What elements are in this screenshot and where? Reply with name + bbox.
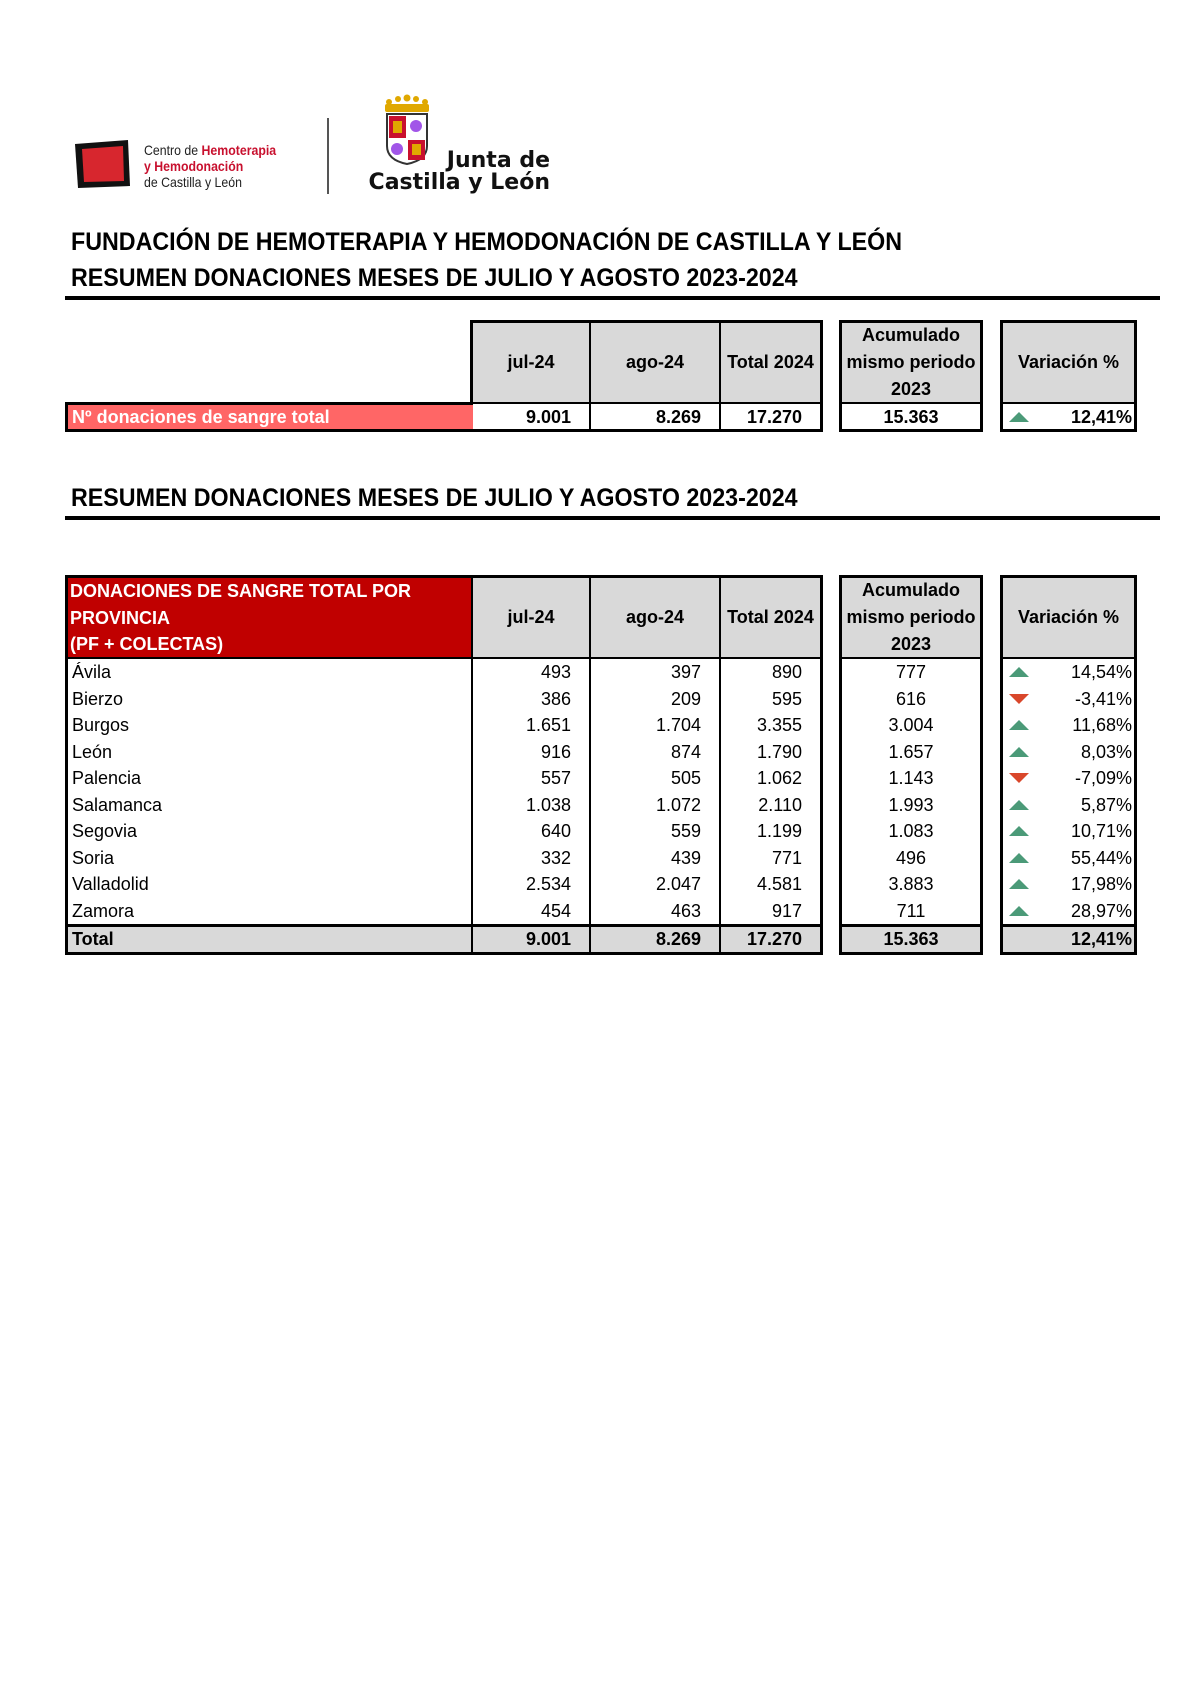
summary-header-var: Variación %	[1003, 323, 1134, 402]
province-ago-value: 1.072	[655, 794, 701, 815]
province-jul-value: 1.651	[525, 715, 571, 735]
trend-up-icon	[1009, 747, 1029, 757]
province-acum-value: 711	[896, 900, 926, 921]
summary-total-value: 17.270	[746, 407, 802, 427]
province-var-value: 11,68%	[1072, 715, 1132, 735]
province-total-value: 595	[771, 688, 802, 709]
province-var-value: 5,87%	[1080, 794, 1132, 815]
province-total-acum: 15.363	[842, 927, 980, 952]
province-name: Soria	[72, 847, 115, 868]
province-name: Ávila	[72, 662, 112, 682]
trend-up-icon	[1009, 667, 1029, 677]
province-acum-value: 3.883	[888, 874, 934, 894]
province-var-cell	[1003, 871, 1134, 898]
province-total-value: 1.199	[756, 821, 802, 841]
province-var-value: -3,41%	[1074, 688, 1132, 709]
province-ago-value: 397	[670, 662, 701, 682]
province-jul-value: 557	[540, 768, 571, 788]
trend-up-icon	[1009, 720, 1029, 730]
summary-row-label: Nº donaciones de sangre total	[72, 407, 330, 427]
summary-header-acum	[842, 323, 980, 402]
province-name: Palencia	[72, 768, 142, 788]
province-ago-value: 505	[670, 768, 701, 788]
header-line: mismo periodo	[846, 352, 976, 372]
province-header-label	[68, 578, 471, 657]
section-underline	[65, 516, 1160, 520]
header-line: Acumulado	[861, 580, 960, 600]
province-name: Zamora	[72, 900, 135, 921]
province-var-value: 17,98%	[1070, 874, 1132, 894]
province-ago-value: 463	[670, 900, 701, 921]
province-acum-value: 496	[895, 847, 927, 868]
province-var-cell	[1003, 659, 1134, 686]
logo-divider	[327, 118, 329, 194]
summary-ago-value: 8.269	[655, 407, 701, 427]
province-name: Bierzo	[72, 688, 124, 709]
trend-up-icon	[1009, 853, 1029, 863]
province-name: Segovia	[72, 821, 138, 841]
page-title: FUNDACIÓN DE HEMOTERAPIA Y HEMODONACIÓN DE CASTILLA Y LEÓN	[71, 228, 903, 256]
province-ago-value: 874	[670, 741, 701, 762]
summary-header-total: Total 2024	[721, 323, 820, 402]
summary-acum-value: 15.363	[883, 407, 939, 427]
province-total-value: 1.062	[756, 768, 802, 788]
province-var-cell	[1003, 765, 1134, 792]
header-line: PROVINCIA	[70, 607, 171, 628]
province-acum-value: 1.143	[888, 768, 934, 788]
trend-up-icon	[1009, 826, 1029, 836]
province-acum-value: 3.004	[888, 715, 934, 735]
province-header-jul: jul-24	[473, 578, 589, 657]
province-acum-value: 1.657	[888, 741, 934, 762]
province-header-ago: ago-24	[591, 578, 719, 657]
province-var-cell	[1003, 845, 1134, 872]
province-acum-value: 1.083	[888, 821, 934, 841]
province-total-var: 12,41%	[1003, 927, 1134, 952]
summary-header-jul: jul-24	[473, 323, 589, 402]
province-header-total: Total 2024	[721, 578, 820, 657]
trend-up-icon	[1009, 412, 1029, 422]
summary-var-cell	[1003, 404, 1134, 430]
trend-down-icon	[1009, 773, 1029, 783]
summary-header-ago: ago-24	[591, 323, 719, 402]
province-acum-value: 1.993	[888, 794, 934, 815]
trend-down-icon	[1009, 694, 1029, 704]
province-ago-value: 2.047	[655, 874, 701, 894]
province-total-value: 890	[771, 662, 802, 682]
province-ago-value: 439	[670, 847, 701, 868]
province-jul-value: 386	[540, 688, 571, 709]
province-jul-value: 1.038	[525, 794, 571, 815]
province-var-value: 14,54%	[1070, 662, 1132, 682]
header-line: mismo periodo	[846, 607, 976, 627]
province-jul-value: 916	[540, 741, 571, 762]
header-line: 2023	[890, 379, 932, 399]
province-name: Salamanca	[72, 794, 163, 815]
province-jul-value: 454	[540, 900, 571, 921]
title-underline	[65, 296, 1160, 300]
province-header-var: Variación %	[1003, 578, 1134, 657]
province-var-value: 8,03%	[1080, 741, 1132, 762]
province-jul-value: 332	[540, 847, 571, 868]
trend-up-icon	[1009, 879, 1029, 889]
province-total-value: 3.355	[756, 715, 802, 735]
province-total-value: 1.790	[756, 741, 802, 762]
province-total-value: 771	[771, 847, 802, 868]
summary-var-value: 12,41%	[1070, 407, 1132, 427]
province-ago-value: 209	[670, 688, 701, 709]
header-line: 2023	[890, 634, 932, 654]
province-total-jul: 9.001	[473, 927, 589, 952]
province-jul-value: 493	[540, 662, 571, 682]
province-total-total: 17.270	[721, 927, 820, 952]
province-acum-value: 616	[895, 688, 927, 709]
province-total-label: Total	[68, 927, 471, 952]
province-total-ago: 8.269	[591, 927, 719, 952]
province-var-cell	[1003, 686, 1134, 713]
province-ago-value: 559	[670, 821, 701, 841]
province-ago-value: 1.704	[655, 715, 701, 735]
province-var-value: 10,71%	[1070, 821, 1132, 841]
header-line: (PF + COLECTAS)	[70, 634, 224, 654]
province-var-cell	[1003, 818, 1134, 845]
province-name: León	[72, 741, 113, 762]
province-var-cell	[1003, 898, 1134, 925]
province-name: Valladolid	[72, 874, 149, 894]
province-var-cell	[1003, 792, 1134, 819]
province-var-cell	[1003, 739, 1134, 766]
province-total-value: 4.581	[756, 874, 802, 894]
province-var-value: 28,97%	[1070, 900, 1132, 921]
trend-up-icon	[1009, 800, 1029, 810]
province-var-cell	[1003, 712, 1134, 739]
summary-row-label-cell	[65, 402, 473, 432]
trend-up-icon	[1009, 906, 1029, 916]
page-subtitle: RESUMEN DONACIONES MESES DE JULIO Y AGOSTO 2023-2024	[71, 264, 798, 292]
province-acum-value: 777	[895, 662, 927, 682]
junta-logo-text: Junta de Castilla y León	[368, 148, 550, 195]
section-title: RESUMEN DONACIONES MESES DE JULIO Y AGOSTO 2023-2024	[71, 484, 798, 512]
province-name: Burgos	[72, 715, 130, 735]
province-total-value: 2.110	[758, 794, 802, 815]
province-var-value: -7,09%	[1074, 768, 1132, 788]
province-total-value: 917	[771, 900, 802, 921]
province-jul-value: 640	[540, 821, 571, 841]
junta-castilla-leon-logo	[365, 94, 555, 198]
province-jul-value: 2.534	[525, 874, 571, 894]
header-line: Acumulado	[861, 325, 960, 345]
summary-jul-value: 9.001	[525, 407, 571, 427]
header-line: DONACIONES DE SANGRE TOTAL POR	[70, 581, 412, 601]
hemoterapia-logo-icon	[72, 138, 132, 190]
province-var-value: 55,44%	[1070, 847, 1132, 868]
province-header-acum	[842, 578, 980, 657]
hemoterapia-logo-text: Centro de Hemoterapia y Hemodonación de Castilla y León	[144, 142, 277, 190]
hemoterapia-center-logo	[72, 136, 292, 196]
